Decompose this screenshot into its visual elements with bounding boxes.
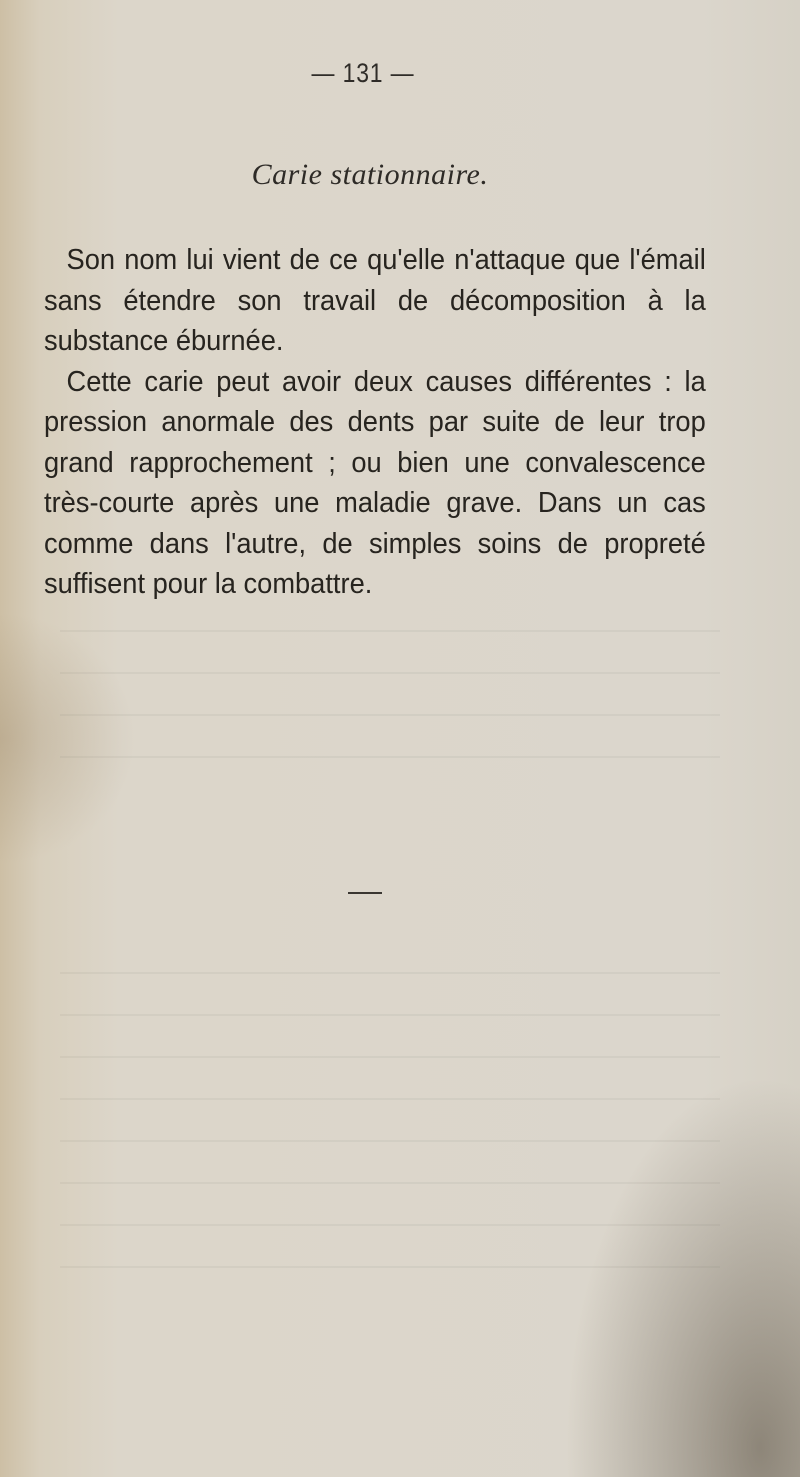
page-number: — 131 — [311,58,415,88]
bleed-through-line [60,1014,720,1016]
bleed-through-line [60,756,720,758]
paragraph-1: Son nom lui vient de ce qu'elle n'attaque que l'émail sans étendre son travail de décomposition à la substance éburnée. [44,244,706,357]
section-separator [348,892,382,894]
paragraph-2: Cette carie peut avoir deux causes différentes : la pression anormale des dents par suite de leur trop grand rapprochement ; ou bien une convalescence très-courte après une maladie grave. Dans un cas comme dans l'autre, de simples soins de propreté suffisent pour la combattre. [44,365,706,600]
bleed-through-line [60,1182,720,1184]
bleed-through-line [60,1056,720,1058]
bleed-through-line [60,972,720,974]
bleed-through-line [60,630,720,632]
bleed-through-line [60,1098,720,1100]
bleed-through-line [60,672,720,674]
body-text [44,240,706,605]
bleed-through-line [60,1140,720,1142]
bleed-through-line [60,1224,720,1226]
bleed-through-line [60,1266,720,1268]
section-heading: Carie stationnaire. [251,158,489,191]
bleed-through-line [60,714,720,716]
